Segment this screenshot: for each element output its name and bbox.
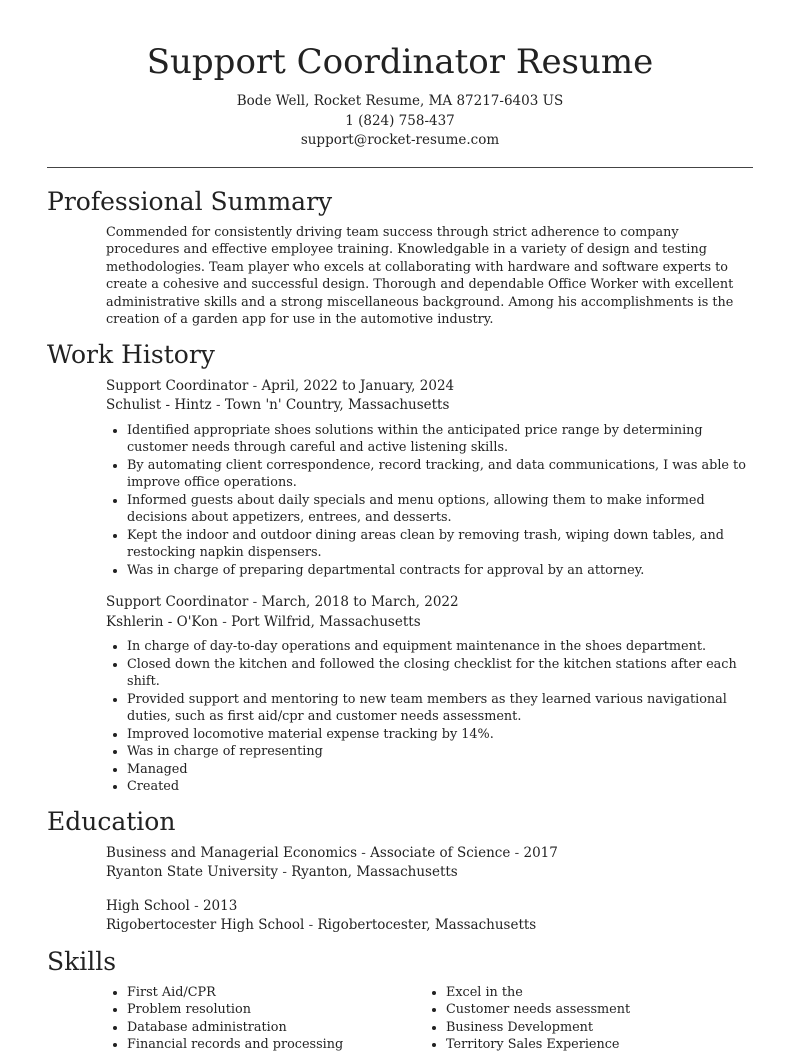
work-section xyxy=(0,337,800,796)
skill-item: • Problem resolution xyxy=(127,1001,425,1019)
education-school-line: Ryanton State University - Ryanton, Massachusetts xyxy=(106,864,458,880)
skills-column-right xyxy=(425,984,744,1054)
skill-item: • Customer needs assessment xyxy=(446,1001,744,1019)
list-item: • Was in charge of preparing departmental contracts for approval by an attorney. xyxy=(127,562,753,580)
contact-block xyxy=(0,92,800,151)
job-location: Town 'n' Country, Massachusetts xyxy=(224,397,450,413)
job-company: Kshlerin - O'Kon xyxy=(106,613,218,630)
education-degree-line: High School - 2013 xyxy=(106,897,238,914)
skills-section xyxy=(0,944,800,1054)
education-section xyxy=(0,804,800,936)
skill-item: • Financial records and processing xyxy=(127,1036,425,1054)
job-bullets xyxy=(106,422,753,580)
skill-item: • Business Development xyxy=(446,1019,744,1037)
summary-section xyxy=(0,184,800,329)
job-role: Support Coordinator xyxy=(106,377,249,394)
list-item: • Identified appropriate shoes solutions within the anticipated price range by determining customer needs through careful and active listening skills. xyxy=(127,422,753,457)
list-item: • Informed guests about daily specials and menu options, allowing them to make informed decisions about appetizers, entrees, and desserts. xyxy=(127,492,753,527)
job-company-line: Kshlerin - O'Kon - Port Wilfrid, Massachusetts xyxy=(106,613,421,630)
education-field: High School xyxy=(106,897,190,914)
job-title-line: Support Coordinator - March, 2018 to March, 2022 xyxy=(106,594,459,610)
education-entry xyxy=(0,844,800,883)
resume-header xyxy=(0,0,800,151)
summary-text: Commended for consistently driving team success through strict adherence to company procedures and effective employee training. Knowledgable in a variety of design and testing methodologies. Team player who excels at collaborating with hardware and software experts to create a cohesive and successful design. Thorough and dependable Office Worker with excellent administrative skills and a strong miscellaneous background. Among his accomplishments is the creation of a garden app for use in the automotive industry. xyxy=(106,224,734,327)
education-degree-line: Business and Managerial Economics - Associate of Science - 2017 xyxy=(106,844,558,861)
summary-heading: Professional Summary xyxy=(47,186,333,216)
skill-item: • Territory Sales Experience xyxy=(446,1036,744,1054)
job-bullets xyxy=(106,638,753,796)
job-company: Schulist - Hintz xyxy=(106,397,212,413)
skill-item: • Excel in the xyxy=(446,984,744,1002)
job-title-line: Support Coordinator - April, 2022 to January, 2024 xyxy=(106,377,455,394)
job-dates: March, 2018 to March, 2022 xyxy=(261,594,459,610)
contact-email[interactable]: support@rocket-resume.com xyxy=(300,132,500,148)
resume-title: Support Coordinator Resume xyxy=(146,42,654,82)
education-school: Rigobertocester High School xyxy=(106,917,305,933)
contact-address: Bode Well, Rocket Resume, MA 87217-6403 US xyxy=(236,93,564,109)
list-item: • In charge of day-to-day operations and equipment maintenance in the shoes department. xyxy=(127,638,753,656)
education-degree: Associate of Science xyxy=(370,844,511,861)
list-item: • Managed xyxy=(127,761,753,779)
job-location: Port Wilfrid, Massachusetts xyxy=(231,613,421,630)
skills-heading: Skills xyxy=(47,946,117,976)
list-item: • Improved locomotive material expense tracking by 14%. xyxy=(127,726,753,744)
job-entry xyxy=(0,593,800,796)
job-entry xyxy=(0,377,800,580)
list-item: • Provided support and mentoring to new team members as they learned various navigational duties, such as first aid/cpr and customer needs assessment. xyxy=(127,691,753,726)
list-item: • By automating client correspondence, record tracking, and data communications, I was able to improve office operations. xyxy=(127,457,753,492)
job-role: Support Coordinator xyxy=(106,594,249,610)
skill-item: • First Aid/CPR xyxy=(127,984,425,1002)
skill-item: • Database administration xyxy=(127,1019,425,1037)
list-item: • Closed down the kitchen and followed the closing checklist for the kitchen stations after each shift. xyxy=(127,656,753,691)
education-school-line: Rigobertocester High School - Rigobertocester, Massachusetts xyxy=(106,917,537,933)
education-entry xyxy=(0,897,800,936)
job-company-line: Schulist - Hintz - Town 'n' Country, Massachusetts xyxy=(106,397,450,413)
header-divider xyxy=(47,167,753,168)
education-location: Ryanton, Massachusetts xyxy=(291,864,458,880)
education-location: Rigobertocester, Massachusetts xyxy=(317,917,537,933)
list-item: • Was in charge of representing xyxy=(127,743,753,761)
job-dates: April, 2022 to January, 2024 xyxy=(261,377,455,394)
education-year: 2013 xyxy=(202,897,238,914)
list-item: • Kept the indoor and outdoor dining areas clean by removing trash, wiping down tables, and restocking napkin dispensers. xyxy=(127,527,753,562)
work-heading: Work History xyxy=(47,339,215,369)
list-item: • Created xyxy=(127,778,753,796)
contact-phone: 1 (824) 758-437 xyxy=(345,112,455,129)
education-school: Ryanton State University xyxy=(106,864,279,880)
skills-grid xyxy=(0,984,800,1054)
education-year: 2017 xyxy=(523,844,558,861)
education-heading: Education xyxy=(47,806,176,836)
education-field: Business and Managerial Economics xyxy=(106,844,358,861)
skills-column-left xyxy=(106,984,425,1054)
